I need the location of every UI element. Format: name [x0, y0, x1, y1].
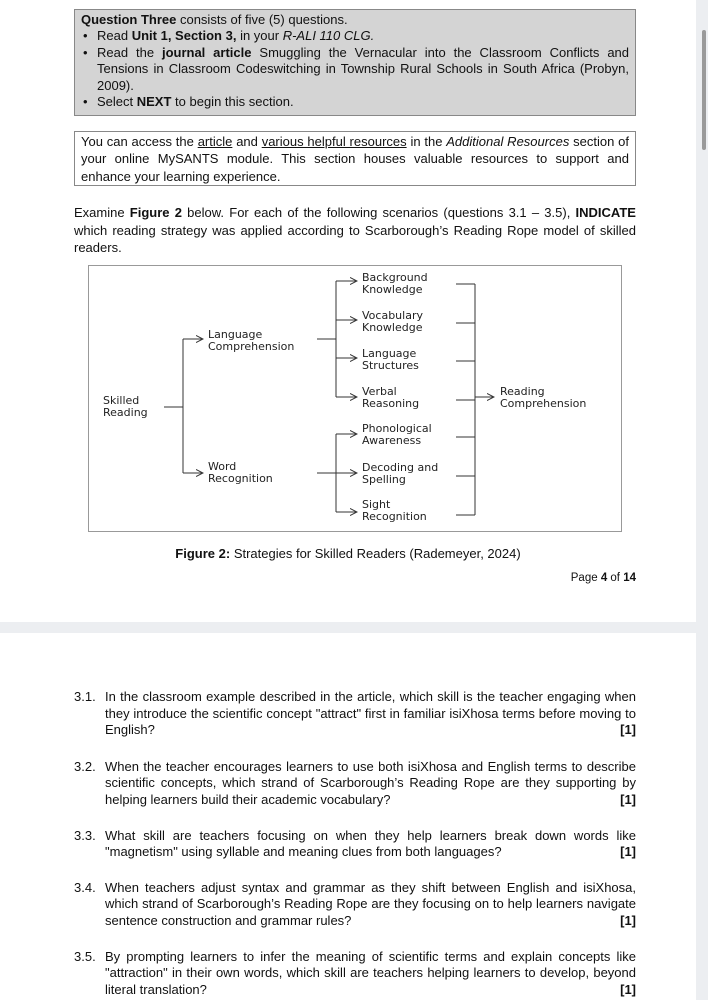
question-mark: [1]: [620, 981, 636, 997]
resources-note: You can access the article and various helpful resources in the Additional Resources section of your online MySANTS module. This section houses valuable resources to support and enhance your learning experience.: [74, 131, 636, 186]
question-3-1: 3.1. In the classroom example described in the article, which skill is the teacher engaging when they introduce the scientific concept "attract" first in familiar isiXhosa terms before moving to English? [1]: [74, 689, 636, 738]
question-3-2: 3.2. When the teacher encourages learners to use both isiXhosa and English terms to describe scientific concepts, which strand of Scarborough’s Reading Rope are they supporting by helping learners build their academic vocabulary? [1]: [74, 758, 636, 807]
reading-rope-figure: [88, 265, 622, 532]
background-knowledge-label: Background Knowledge: [362, 271, 428, 296]
resources-link[interactable]: various helpful resources: [261, 134, 407, 149]
skilled-reading-label: Skilled Reading: [103, 394, 148, 419]
phonological-awareness-label: Phonological Awareness: [362, 422, 432, 447]
language-structures-label: Language Structures: [362, 347, 419, 372]
question-3-4: 3.4. When teachers adjust syntax and grammar as they shift between English and isiXhosa, which strand of Scarborough’s Reading Rope are they focusing on to help learners navigate sentence construction and grammar rules? [1]: [74, 879, 636, 928]
reading-comprehension-label: Reading Comprehension: [500, 385, 587, 410]
verbal-reasoning-label: Verbal Reasoning: [362, 385, 420, 410]
question-mark: [1]: [620, 912, 636, 928]
vocabulary-knowledge-label: Vocabulary Knowledge: [362, 309, 423, 334]
sight-recognition-label: Sight Recognition: [362, 498, 427, 523]
question-mark: [1]: [620, 722, 636, 738]
word-recognition-label: Word Recognition: [208, 460, 273, 485]
instruction-read-unit: • Read Unit 1, Section 3, in your R-ALI 110 CLG.: [81, 28, 629, 44]
page-5: [0, 633, 696, 1000]
instruction-select-next: • Select NEXT to begin this section.: [81, 94, 629, 110]
figure-caption: Figure 2: Strategies for Skilled Readers (Rademeyer, 2024): [175, 546, 521, 561]
decoding-spelling-label: Decoding and Spelling: [362, 461, 439, 486]
question-list: [74, 689, 636, 998]
language-comprehension-label: Language Comprehension: [208, 328, 295, 353]
page-number: Page 4 of 14: [570, 572, 636, 584]
question-mark: [1]: [620, 791, 636, 807]
examine-instruction: Examine Figure 2 below. For each of the following scenarios (questions 3.1 – 3.5), INDICATE which reading strategy was applied according to Scarborough’s Reading Rope model of skilled readers.: [74, 205, 636, 256]
instructions-heading: Question Three consists of five (5) questions.: [81, 12, 348, 27]
question-3-3: 3.3. What skill are teachers focusing on when they help learners break down words like "magnetism" using syllable and meaning clues from both languages? [1]: [74, 827, 636, 860]
question-3-5: 3.5. By prompting learners to infer the meaning of scientific terms and explain concepts like "attraction" in their own words, which skill are teachers helping learners to develop, beyond literal translation? [1]: [74, 948, 636, 997]
article-link[interactable]: article: [197, 134, 233, 149]
instructions-box: [74, 9, 636, 116]
question-mark: [1]: [620, 844, 636, 860]
scrollbar[interactable]: [702, 30, 706, 150]
instruction-read-article: • Read the journal article Smuggling the Vernacular into the Classroom Conflicts and Tensions in Classroom Codeswitching in Township Rural Schools in South Africa (Probyn, 2009).: [81, 45, 629, 94]
